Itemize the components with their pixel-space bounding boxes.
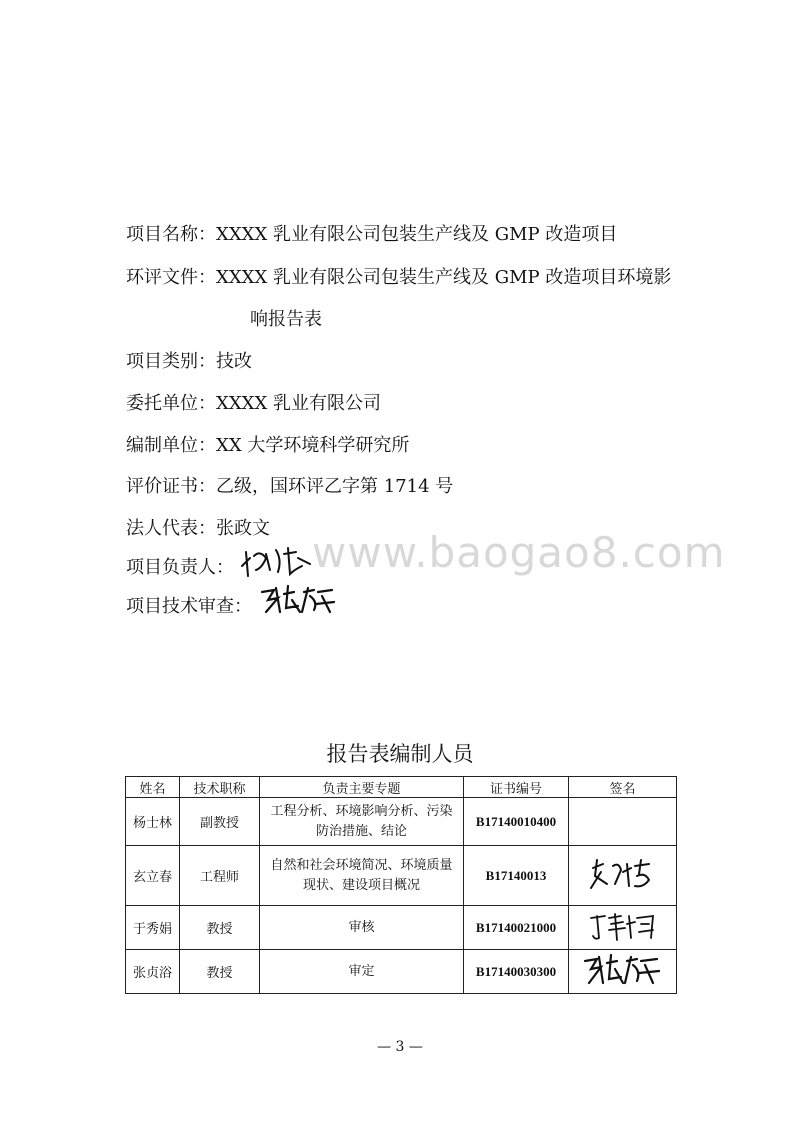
project-name-line bbox=[126, 220, 617, 246]
row-name: 于秀娟 bbox=[126, 906, 180, 950]
certificate-line bbox=[126, 472, 453, 498]
project-category-line bbox=[126, 347, 252, 373]
page-number: — 3 — bbox=[377, 1039, 423, 1055]
header-signature: 签名 bbox=[569, 777, 677, 798]
tech-review-line bbox=[126, 592, 252, 618]
compiler-label: 编制单位： bbox=[126, 435, 216, 456]
staff-table bbox=[125, 776, 677, 994]
tech-review-signature bbox=[258, 582, 338, 618]
row-topic-line: 自然和社会环境简况、环境质量 bbox=[270, 857, 453, 873]
client-line bbox=[126, 389, 381, 415]
compiler-value: XX 大学环境科学研究所 bbox=[216, 435, 410, 456]
certificate-value: 乙级，国环评乙字第 1714 号 bbox=[216, 476, 454, 497]
row-cert: B17140010400 bbox=[464, 798, 569, 846]
row-cert: B17140021000 bbox=[464, 906, 569, 950]
project-lead-signature bbox=[236, 540, 316, 580]
row-topic: 审定 bbox=[260, 950, 464, 994]
row-topic-line: 现状、建设项目概况 bbox=[302, 877, 420, 893]
row-title: 副教授 bbox=[180, 798, 260, 846]
tech-review-label: 项目技术审查： bbox=[126, 596, 252, 617]
row-cert: B17140030300 bbox=[464, 950, 569, 994]
row-name: 杨士林 bbox=[126, 798, 180, 846]
legal-rep-value: 张政文 bbox=[216, 518, 270, 539]
row-signature bbox=[569, 950, 677, 994]
row-signature bbox=[569, 906, 677, 950]
row-topic-line: 防治措施、结论 bbox=[315, 823, 407, 839]
row-signature bbox=[569, 846, 677, 906]
watermark-text: www.baogao8.com bbox=[312, 528, 726, 577]
row-topic-line: 工程分析、环境影响分析、污染 bbox=[270, 803, 453, 819]
eia-document-continuation: 响报告表 bbox=[250, 309, 322, 330]
row-name: 张贞浴 bbox=[126, 950, 180, 994]
handwritten-signature bbox=[581, 951, 665, 989]
table-title: 报告表编制人员 bbox=[326, 742, 474, 766]
header-title: 技术职称 bbox=[180, 777, 260, 798]
row-signature-empty bbox=[569, 798, 677, 846]
table-row bbox=[126, 950, 677, 994]
row-title: 工程师 bbox=[180, 846, 260, 906]
project-name-value: XXXX 乳业有限公司包装生产线及 GMP 改造项目 bbox=[216, 224, 618, 245]
header-topic: 负责主要专题 bbox=[260, 777, 464, 798]
row-topic bbox=[260, 798, 464, 846]
project-category-value: 技改 bbox=[216, 351, 252, 372]
header-name: 姓名 bbox=[126, 777, 180, 798]
project-lead-line bbox=[126, 553, 234, 579]
eia-document-value: XXXX 乳业有限公司包装生产线及 GMP 改造项目环境影 bbox=[216, 267, 672, 288]
row-title: 教授 bbox=[180, 950, 260, 994]
legal-rep-label: 法人代表： bbox=[126, 518, 216, 539]
eia-document-label: 环评文件： bbox=[126, 267, 216, 288]
client-value: XXXX 乳业有限公司 bbox=[216, 393, 381, 414]
row-name: 玄立春 bbox=[126, 846, 180, 906]
row-cert: B17140013 bbox=[464, 846, 569, 906]
table-row bbox=[126, 906, 677, 950]
header-cert: 证书编号 bbox=[464, 777, 569, 798]
project-name-label: 项目名称： bbox=[126, 224, 216, 245]
table-row bbox=[126, 798, 677, 846]
handwritten-signature bbox=[583, 908, 663, 944]
legal-rep-line bbox=[126, 514, 270, 540]
project-lead-label: 项目负责人： bbox=[126, 557, 234, 578]
eia-document-line bbox=[126, 263, 671, 289]
table-header-row bbox=[126, 777, 677, 798]
table-row bbox=[126, 846, 677, 906]
row-topic: 审核 bbox=[260, 906, 464, 950]
row-topic bbox=[260, 846, 464, 906]
compiler-line bbox=[126, 431, 409, 457]
client-label: 委托单位： bbox=[126, 393, 216, 414]
certificate-label: 评价证书： bbox=[126, 476, 216, 497]
handwritten-signature bbox=[583, 854, 663, 894]
row-title: 教授 bbox=[180, 906, 260, 950]
project-category-label: 项目类别： bbox=[126, 351, 216, 372]
